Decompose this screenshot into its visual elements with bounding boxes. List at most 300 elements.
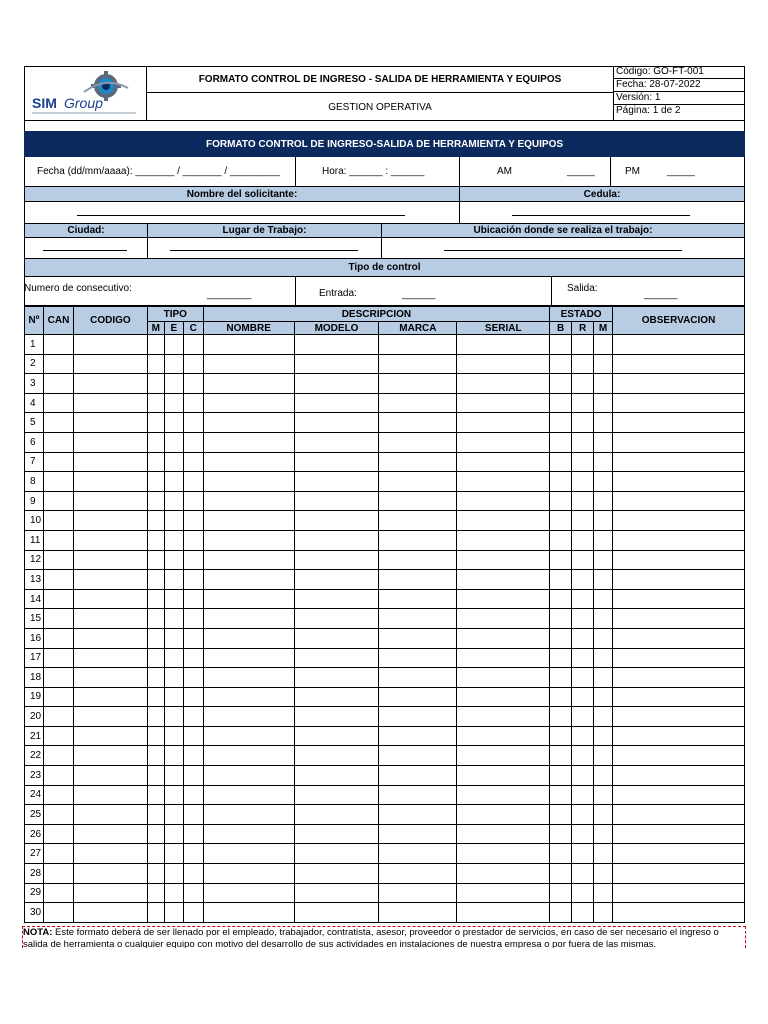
nombre-cell[interactable] xyxy=(203,746,294,766)
tipo-c-cell[interactable] xyxy=(183,335,203,355)
observacion-cell[interactable] xyxy=(613,805,745,825)
tipo-e-cell[interactable] xyxy=(164,864,183,884)
can-cell[interactable] xyxy=(43,550,73,570)
tipo-e-cell[interactable] xyxy=(164,844,183,864)
can-cell[interactable] xyxy=(43,432,73,452)
tipo-e-cell[interactable] xyxy=(164,511,183,531)
nombre-cell[interactable] xyxy=(203,550,294,570)
codigo-cell[interactable] xyxy=(73,746,147,766)
estado-b-cell[interactable] xyxy=(550,413,572,433)
nombre-cell[interactable] xyxy=(203,687,294,707)
tipo-m-cell[interactable] xyxy=(147,452,164,472)
estado-r-cell[interactable] xyxy=(572,374,594,394)
estado-m-cell[interactable] xyxy=(594,413,613,433)
observacion-cell[interactable] xyxy=(613,491,745,511)
estado-r-cell[interactable] xyxy=(572,432,594,452)
codigo-cell[interactable] xyxy=(73,432,147,452)
observacion-cell[interactable] xyxy=(613,883,745,903)
serial-cell[interactable] xyxy=(457,628,550,648)
tipo-m-cell[interactable] xyxy=(147,687,164,707)
estado-r-cell[interactable] xyxy=(572,746,594,766)
tipo-m-cell[interactable] xyxy=(147,707,164,727)
codigo-cell[interactable] xyxy=(73,550,147,570)
estado-r-cell[interactable] xyxy=(572,844,594,864)
serial-cell[interactable] xyxy=(457,726,550,746)
tipo-c-cell[interactable] xyxy=(183,452,203,472)
marca-cell[interactable] xyxy=(379,687,457,707)
nombre-cell[interactable] xyxy=(203,511,294,531)
tipo-c-cell[interactable] xyxy=(183,491,203,511)
tipo-m-cell[interactable] xyxy=(147,864,164,884)
estado-b-cell[interactable] xyxy=(550,726,572,746)
estado-b-cell[interactable] xyxy=(550,883,572,903)
estado-b-cell[interactable] xyxy=(550,530,572,550)
codigo-cell[interactable] xyxy=(73,511,147,531)
estado-m-cell[interactable] xyxy=(594,766,613,786)
marca-cell[interactable] xyxy=(379,726,457,746)
tipo-e-cell[interactable] xyxy=(164,903,183,923)
observacion-cell[interactable] xyxy=(613,374,745,394)
modelo-cell[interactable] xyxy=(294,805,379,825)
codigo-cell[interactable] xyxy=(73,491,147,511)
tipo-e-cell[interactable] xyxy=(164,726,183,746)
observacion-cell[interactable] xyxy=(613,648,745,668)
can-cell[interactable] xyxy=(43,472,73,492)
estado-b-cell[interactable] xyxy=(550,452,572,472)
modelo-cell[interactable] xyxy=(294,864,379,884)
marca-cell[interactable] xyxy=(379,511,457,531)
estado-b-cell[interactable] xyxy=(550,335,572,355)
serial-cell[interactable] xyxy=(457,550,550,570)
estado-m-cell[interactable] xyxy=(594,805,613,825)
estado-b-cell[interactable] xyxy=(550,805,572,825)
estado-r-cell[interactable] xyxy=(572,805,594,825)
estado-m-cell[interactable] xyxy=(594,472,613,492)
can-cell[interactable] xyxy=(43,883,73,903)
estado-b-cell[interactable] xyxy=(550,687,572,707)
tipo-m-cell[interactable] xyxy=(147,844,164,864)
estado-r-cell[interactable] xyxy=(572,354,594,374)
estado-r-cell[interactable] xyxy=(572,491,594,511)
estado-b-cell[interactable] xyxy=(550,864,572,884)
can-cell[interactable] xyxy=(43,413,73,433)
serial-cell[interactable] xyxy=(457,687,550,707)
serial-cell[interactable] xyxy=(457,393,550,413)
observacion-cell[interactable] xyxy=(613,393,745,413)
estado-m-cell[interactable] xyxy=(594,726,613,746)
observacion-cell[interactable] xyxy=(613,589,745,609)
estado-m-cell[interactable] xyxy=(594,903,613,923)
tipo-m-cell[interactable] xyxy=(147,628,164,648)
can-cell[interactable] xyxy=(43,824,73,844)
modelo-cell[interactable] xyxy=(294,413,379,433)
codigo-cell[interactable] xyxy=(73,530,147,550)
tipo-m-cell[interactable] xyxy=(147,883,164,903)
nombre-cell[interactable] xyxy=(203,707,294,727)
codigo-cell[interactable] xyxy=(73,726,147,746)
can-cell[interactable] xyxy=(43,687,73,707)
tipo-m-cell[interactable] xyxy=(147,766,164,786)
estado-m-cell[interactable] xyxy=(594,432,613,452)
tipo-m-cell[interactable] xyxy=(147,413,164,433)
serial-cell[interactable] xyxy=(457,903,550,923)
modelo-cell[interactable] xyxy=(294,472,379,492)
tipo-e-cell[interactable] xyxy=(164,589,183,609)
marca-cell[interactable] xyxy=(379,707,457,727)
tipo-e-cell[interactable] xyxy=(164,628,183,648)
estado-m-cell[interactable] xyxy=(594,707,613,727)
observacion-cell[interactable] xyxy=(613,530,745,550)
estado-b-cell[interactable] xyxy=(550,785,572,805)
modelo-cell[interactable] xyxy=(294,393,379,413)
can-cell[interactable] xyxy=(43,491,73,511)
tipo-e-cell[interactable] xyxy=(164,393,183,413)
marca-cell[interactable] xyxy=(379,452,457,472)
can-cell[interactable] xyxy=(43,354,73,374)
serial-cell[interactable] xyxy=(457,413,550,433)
estado-r-cell[interactable] xyxy=(572,511,594,531)
nombre-cell[interactable] xyxy=(203,609,294,629)
marca-cell[interactable] xyxy=(379,805,457,825)
observacion-cell[interactable] xyxy=(613,511,745,531)
estado-r-cell[interactable] xyxy=(572,393,594,413)
observacion-cell[interactable] xyxy=(613,726,745,746)
tipo-m-cell[interactable] xyxy=(147,550,164,570)
tipo-m-cell[interactable] xyxy=(147,648,164,668)
can-cell[interactable] xyxy=(43,335,73,355)
estado-r-cell[interactable] xyxy=(572,335,594,355)
estado-m-cell[interactable] xyxy=(594,864,613,884)
marca-cell[interactable] xyxy=(379,864,457,884)
marca-cell[interactable] xyxy=(379,883,457,903)
modelo-cell[interactable] xyxy=(294,883,379,903)
marca-cell[interactable] xyxy=(379,589,457,609)
marca-cell[interactable] xyxy=(379,354,457,374)
estado-b-cell[interactable] xyxy=(550,589,572,609)
estado-m-cell[interactable] xyxy=(594,668,613,688)
tipo-c-cell[interactable] xyxy=(183,432,203,452)
tipo-e-cell[interactable] xyxy=(164,374,183,394)
observacion-cell[interactable] xyxy=(613,335,745,355)
estado-m-cell[interactable] xyxy=(594,491,613,511)
estado-m-cell[interactable] xyxy=(594,530,613,550)
can-cell[interactable] xyxy=(43,374,73,394)
estado-r-cell[interactable] xyxy=(572,413,594,433)
codigo-cell[interactable] xyxy=(73,335,147,355)
tipo-c-cell[interactable] xyxy=(183,844,203,864)
can-cell[interactable] xyxy=(43,570,73,590)
tipo-e-cell[interactable] xyxy=(164,570,183,590)
estado-m-cell[interactable] xyxy=(594,393,613,413)
marca-cell[interactable] xyxy=(379,668,457,688)
tipo-c-cell[interactable] xyxy=(183,883,203,903)
tipo-m-cell[interactable] xyxy=(147,354,164,374)
estado-m-cell[interactable] xyxy=(594,374,613,394)
tipo-m-cell[interactable] xyxy=(147,335,164,355)
can-cell[interactable] xyxy=(43,864,73,884)
nombre-cell[interactable] xyxy=(203,668,294,688)
tipo-e-cell[interactable] xyxy=(164,766,183,786)
estado-b-cell[interactable] xyxy=(550,609,572,629)
marca-cell[interactable] xyxy=(379,766,457,786)
tipo-e-cell[interactable] xyxy=(164,805,183,825)
modelo-cell[interactable] xyxy=(294,530,379,550)
nombre-cell[interactable] xyxy=(203,903,294,923)
observacion-cell[interactable] xyxy=(613,864,745,884)
observacion-cell[interactable] xyxy=(613,766,745,786)
tipo-e-cell[interactable] xyxy=(164,785,183,805)
estado-b-cell[interactable] xyxy=(550,746,572,766)
marca-cell[interactable] xyxy=(379,432,457,452)
serial-cell[interactable] xyxy=(457,491,550,511)
serial-cell[interactable] xyxy=(457,805,550,825)
tipo-e-cell[interactable] xyxy=(164,413,183,433)
am-field[interactable]: _____ xyxy=(567,166,595,177)
modelo-cell[interactable] xyxy=(294,648,379,668)
codigo-cell[interactable] xyxy=(73,766,147,786)
tipo-e-cell[interactable] xyxy=(164,648,183,668)
observacion-cell[interactable] xyxy=(613,668,745,688)
tipo-c-cell[interactable] xyxy=(183,766,203,786)
estado-m-cell[interactable] xyxy=(594,335,613,355)
fecha-field[interactable]: Fecha (dd/mm/aaaa): _______ / _______ / _________ xyxy=(37,166,280,177)
can-cell[interactable] xyxy=(43,648,73,668)
codigo-cell[interactable] xyxy=(73,668,147,688)
modelo-cell[interactable] xyxy=(294,903,379,923)
serial-cell[interactable] xyxy=(457,570,550,590)
estado-r-cell[interactable] xyxy=(572,609,594,629)
observacion-cell[interactable] xyxy=(613,707,745,727)
nombre-cell[interactable] xyxy=(203,648,294,668)
serial-cell[interactable] xyxy=(457,883,550,903)
codigo-cell[interactable] xyxy=(73,785,147,805)
tipo-e-cell[interactable] xyxy=(164,354,183,374)
codigo-cell[interactable] xyxy=(73,472,147,492)
estado-m-cell[interactable] xyxy=(594,648,613,668)
marca-cell[interactable] xyxy=(379,413,457,433)
marca-cell[interactable] xyxy=(379,335,457,355)
estado-r-cell[interactable] xyxy=(572,668,594,688)
tipo-c-cell[interactable] xyxy=(183,785,203,805)
estado-b-cell[interactable] xyxy=(550,707,572,727)
serial-cell[interactable] xyxy=(457,589,550,609)
tipo-c-cell[interactable] xyxy=(183,550,203,570)
estado-r-cell[interactable] xyxy=(572,550,594,570)
can-cell[interactable] xyxy=(43,668,73,688)
modelo-cell[interactable] xyxy=(294,354,379,374)
observacion-cell[interactable] xyxy=(613,746,745,766)
nombre-cell[interactable] xyxy=(203,589,294,609)
tipo-e-cell[interactable] xyxy=(164,746,183,766)
modelo-cell[interactable] xyxy=(294,844,379,864)
estado-m-cell[interactable] xyxy=(594,354,613,374)
tipo-e-cell[interactable] xyxy=(164,335,183,355)
tipo-c-cell[interactable] xyxy=(183,648,203,668)
nombre-cell[interactable] xyxy=(203,413,294,433)
codigo-cell[interactable] xyxy=(73,805,147,825)
tipo-c-cell[interactable] xyxy=(183,472,203,492)
estado-r-cell[interactable] xyxy=(572,452,594,472)
tipo-m-cell[interactable] xyxy=(147,805,164,825)
tipo-m-cell[interactable] xyxy=(147,393,164,413)
codigo-cell[interactable] xyxy=(73,903,147,923)
estado-r-cell[interactable] xyxy=(572,785,594,805)
estado-r-cell[interactable] xyxy=(572,589,594,609)
tipo-c-cell[interactable] xyxy=(183,824,203,844)
estado-r-cell[interactable] xyxy=(572,864,594,884)
can-cell[interactable] xyxy=(43,628,73,648)
nombre-cell[interactable] xyxy=(203,374,294,394)
nombre-cell[interactable] xyxy=(203,452,294,472)
estado-b-cell[interactable] xyxy=(550,570,572,590)
tipo-m-cell[interactable] xyxy=(147,511,164,531)
estado-b-cell[interactable] xyxy=(550,903,572,923)
tipo-e-cell[interactable] xyxy=(164,432,183,452)
pm-field[interactable]: _____ xyxy=(667,166,695,177)
serial-cell[interactable] xyxy=(457,511,550,531)
modelo-cell[interactable] xyxy=(294,452,379,472)
estado-b-cell[interactable] xyxy=(550,491,572,511)
estado-r-cell[interactable] xyxy=(572,824,594,844)
observacion-cell[interactable] xyxy=(613,472,745,492)
consecutivo-field[interactable]: ________ xyxy=(207,289,252,300)
tipo-m-cell[interactable] xyxy=(147,609,164,629)
modelo-cell[interactable] xyxy=(294,609,379,629)
estado-m-cell[interactable] xyxy=(594,550,613,570)
tipo-m-cell[interactable] xyxy=(147,903,164,923)
modelo-cell[interactable] xyxy=(294,335,379,355)
estado-m-cell[interactable] xyxy=(594,746,613,766)
modelo-cell[interactable] xyxy=(294,491,379,511)
can-cell[interactable] xyxy=(43,746,73,766)
modelo-cell[interactable] xyxy=(294,746,379,766)
estado-b-cell[interactable] xyxy=(550,511,572,531)
observacion-cell[interactable] xyxy=(613,844,745,864)
estado-m-cell[interactable] xyxy=(594,609,613,629)
tipo-m-cell[interactable] xyxy=(147,824,164,844)
estado-m-cell[interactable] xyxy=(594,511,613,531)
modelo-cell[interactable] xyxy=(294,785,379,805)
nombre-cell[interactable] xyxy=(203,883,294,903)
observacion-cell[interactable] xyxy=(613,432,745,452)
estado-r-cell[interactable] xyxy=(572,766,594,786)
modelo-cell[interactable] xyxy=(294,570,379,590)
observacion-cell[interactable] xyxy=(613,785,745,805)
serial-cell[interactable] xyxy=(457,472,550,492)
nombre-cell[interactable] xyxy=(203,766,294,786)
tipo-c-cell[interactable] xyxy=(183,511,203,531)
serial-cell[interactable] xyxy=(457,864,550,884)
can-cell[interactable] xyxy=(43,844,73,864)
observacion-cell[interactable] xyxy=(613,609,745,629)
codigo-cell[interactable] xyxy=(73,393,147,413)
serial-cell[interactable] xyxy=(457,335,550,355)
codigo-cell[interactable] xyxy=(73,687,147,707)
nombre-cell[interactable] xyxy=(203,491,294,511)
nombre-cell[interactable] xyxy=(203,530,294,550)
tipo-c-cell[interactable] xyxy=(183,589,203,609)
codigo-cell[interactable] xyxy=(73,452,147,472)
can-cell[interactable] xyxy=(43,726,73,746)
tipo-e-cell[interactable] xyxy=(164,491,183,511)
nombre-cell[interactable] xyxy=(203,785,294,805)
marca-cell[interactable] xyxy=(379,628,457,648)
tipo-m-cell[interactable] xyxy=(147,432,164,452)
estado-r-cell[interactable] xyxy=(572,726,594,746)
nombre-cell[interactable] xyxy=(203,628,294,648)
solicitante-input[interactable] xyxy=(77,215,405,216)
tipo-e-cell[interactable] xyxy=(164,824,183,844)
modelo-cell[interactable] xyxy=(294,726,379,746)
modelo-cell[interactable] xyxy=(294,766,379,786)
tipo-e-cell[interactable] xyxy=(164,452,183,472)
salida-field[interactable]: ______ xyxy=(644,289,678,300)
nombre-cell[interactable] xyxy=(203,393,294,413)
estado-m-cell[interactable] xyxy=(594,628,613,648)
codigo-cell[interactable] xyxy=(73,707,147,727)
codigo-cell[interactable] xyxy=(73,609,147,629)
estado-b-cell[interactable] xyxy=(550,648,572,668)
tipo-m-cell[interactable] xyxy=(147,374,164,394)
nombre-cell[interactable] xyxy=(203,354,294,374)
serial-cell[interactable] xyxy=(457,785,550,805)
estado-m-cell[interactable] xyxy=(594,883,613,903)
nombre-cell[interactable] xyxy=(203,805,294,825)
estado-r-cell[interactable] xyxy=(572,707,594,727)
estado-b-cell[interactable] xyxy=(550,354,572,374)
can-cell[interactable] xyxy=(43,785,73,805)
tipo-e-cell[interactable] xyxy=(164,687,183,707)
codigo-cell[interactable] xyxy=(73,413,147,433)
tipo-m-cell[interactable] xyxy=(147,472,164,492)
estado-r-cell[interactable] xyxy=(572,472,594,492)
estado-b-cell[interactable] xyxy=(550,844,572,864)
tipo-m-cell[interactable] xyxy=(147,491,164,511)
can-cell[interactable] xyxy=(43,530,73,550)
codigo-cell[interactable] xyxy=(73,374,147,394)
modelo-cell[interactable] xyxy=(294,374,379,394)
estado-m-cell[interactable] xyxy=(594,844,613,864)
codigo-cell[interactable] xyxy=(73,883,147,903)
codigo-cell[interactable] xyxy=(73,864,147,884)
observacion-cell[interactable] xyxy=(613,550,745,570)
codigo-cell[interactable] xyxy=(73,589,147,609)
tipo-c-cell[interactable] xyxy=(183,687,203,707)
estado-m-cell[interactable] xyxy=(594,824,613,844)
estado-b-cell[interactable] xyxy=(550,824,572,844)
tipo-c-cell[interactable] xyxy=(183,393,203,413)
tipo-c-cell[interactable] xyxy=(183,707,203,727)
estado-r-cell[interactable] xyxy=(572,687,594,707)
tipo-e-cell[interactable] xyxy=(164,550,183,570)
can-cell[interactable] xyxy=(43,393,73,413)
modelo-cell[interactable] xyxy=(294,432,379,452)
can-cell[interactable] xyxy=(43,707,73,727)
serial-cell[interactable] xyxy=(457,530,550,550)
tipo-e-cell[interactable] xyxy=(164,707,183,727)
marca-cell[interactable] xyxy=(379,393,457,413)
estado-b-cell[interactable] xyxy=(550,766,572,786)
codigo-cell[interactable] xyxy=(73,824,147,844)
observacion-cell[interactable] xyxy=(613,354,745,374)
can-cell[interactable] xyxy=(43,452,73,472)
tipo-m-cell[interactable] xyxy=(147,589,164,609)
tipo-c-cell[interactable] xyxy=(183,628,203,648)
marca-cell[interactable] xyxy=(379,903,457,923)
tipo-c-cell[interactable] xyxy=(183,668,203,688)
estado-m-cell[interactable] xyxy=(594,452,613,472)
nombre-cell[interactable] xyxy=(203,335,294,355)
